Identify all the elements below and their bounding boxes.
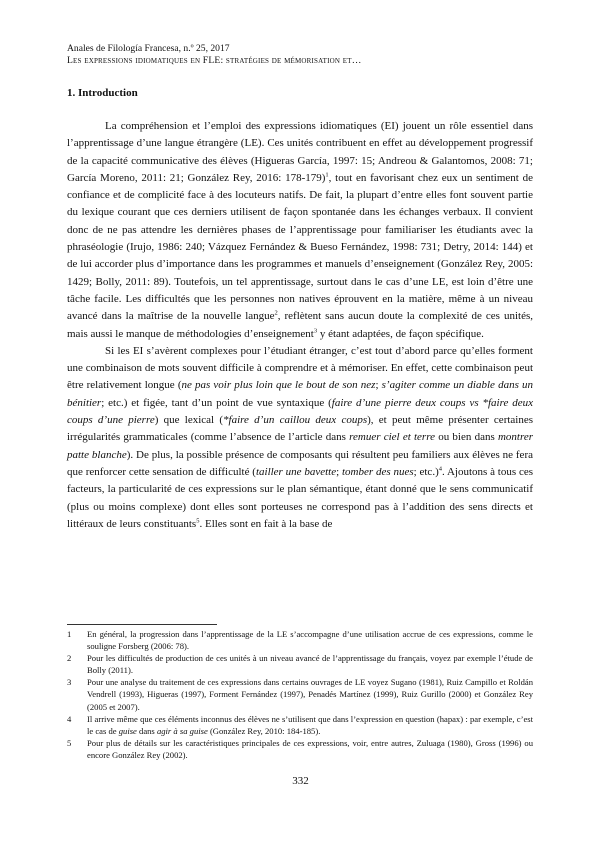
italic-text: tomber des nues xyxy=(342,465,414,478)
text-run: dans xyxy=(136,725,157,736)
footnote-text xyxy=(87,652,533,676)
footnote-reference: 2 xyxy=(274,309,278,317)
footnote xyxy=(67,652,533,676)
text-run: Pour plus de détails sur les caractéristiques principales de ces expressions, voir, entre autres, Zuluaga (1980), Gross (1996) ou encore González Rey (2002). xyxy=(87,737,533,760)
footnote-text xyxy=(87,737,533,761)
paragraph xyxy=(67,343,533,533)
page-number: 332 xyxy=(292,775,309,787)
italic-text: remuer ciel et terre xyxy=(349,431,435,444)
footnote-reference: 5 xyxy=(196,517,200,525)
footnote xyxy=(67,628,533,652)
footnote-text xyxy=(87,628,533,652)
italic-text: guise xyxy=(118,725,137,736)
text-run: La compréhension et l’emploi des expressions idiomatiques (EI) jouent un rôle essentiel dans l’apprentissage d’une langue étrangère (LE). Ces unités contribuent en effet au développement progressif de la capacité communicative des élèves (Higueras García, 1997: 15; Andreou & Galantomos, 2008: 71; García Moreno, 2011: 21; González Rey, 2016: 178-179) xyxy=(67,120,533,184)
footnote-number: 3 xyxy=(67,677,72,688)
paragraph xyxy=(67,118,533,343)
footnote-text xyxy=(87,713,533,737)
italic-text: tailler une bavette xyxy=(255,465,337,478)
footnote-number: 1 xyxy=(67,629,72,639)
footnote xyxy=(67,713,533,737)
footnote-reference: 3 xyxy=(313,326,318,334)
italic-text: *faire d’un caillou deux coups xyxy=(223,414,368,427)
text-run: Pour les difficultés de production de ces unités à un niveau avancé de l’apprentissage du français, voyez par exemple l’étude de Bolly (2011). xyxy=(87,653,533,676)
footnote-number: 2 xyxy=(67,653,72,664)
body-text xyxy=(67,118,533,533)
section-title: 1. Introduction xyxy=(67,87,138,99)
footnote-separator xyxy=(67,624,217,625)
text-run: . Elles sont en fait à la base de xyxy=(199,517,333,530)
text-run: , reflètent sans aucun doute la complexité de ces unités, mais aussi le manque de méthodologies d’enseignement xyxy=(67,310,533,340)
text-run: ; xyxy=(336,465,342,478)
text-run: Il arrive même que ces éléments inconnus des élèves ne s’utilisent que dans l’expression en question (hapax) : par exemple, c’est le cas de xyxy=(87,713,533,736)
text-run: ; etc.) xyxy=(413,465,439,478)
italic-text: agir à sa guise xyxy=(156,725,208,736)
footnote-number: 4 xyxy=(67,713,72,724)
text-run: ) que lexical ( xyxy=(154,414,224,427)
text-run: ; xyxy=(375,379,382,392)
text-run: y étant adaptées, de façon spécifique. xyxy=(317,327,484,340)
text-run: Pour une analyse du traitement de ces expressions dans certains ouvrages de LE voyez Sugano (1981), Ruiz Campillo et Roldán Vendrell (1993), Higueras (1997), Forment Fernández (1997), Penadés Martínez (1999), Ruiz Gurillo (2000) et González Rey (2005 et 2007). xyxy=(87,677,533,712)
journal-citation: Anales de Filología Francesa, n.º 25, 2017 xyxy=(67,43,230,54)
text-run: , tout en favorisant chez eux un sentiment de confiance et de complicité face à des locuteurs natifs. De fait, la plupart d’entre elles font souvent partie du lexique courant que ces derniers utilisent de façon spontanée dans les échanges verbaux. Il convient donc de ne pas attendre les dernières phases de l’apprentissage pour familiariser les étudiants avec la phraséologie (Irujo, 1986: 240; Vázquez Fernández & Bueso Fernández, 1998: 731; Detry, 2014: 144) et de lui accorder plus d’importance dans les programmes et manuels d’enseignement (González Rey, 2005: 1429; Bolly, 2011: 89). Toutefois, un tel apprentissage, surtout dans le cas d’une LE, est loin d’être une tâche facile. Les difficultés que les personnes non natives éprouvent en la matière, même à un niveau avancé dans la maîtrise de la nouvelle langue xyxy=(67,171,533,323)
footnote xyxy=(67,676,533,712)
text-run: ), et peut même présenter certaines irrégularités grammaticales (comme l’absence de l’article dans xyxy=(67,414,534,444)
text-run: (González Rey, 2010: 184-185). xyxy=(207,725,321,736)
italic-text: montrer patte blanche xyxy=(67,431,534,461)
footnote xyxy=(67,737,533,761)
text-run: ; etc.) et figée, tant d’un point de vue syntaxique ( xyxy=(101,396,332,409)
text-run: ou bien dans xyxy=(434,431,498,444)
running-title: Les expressions idiomatiques en FLE: stratégies de mémorisation et… xyxy=(67,55,362,66)
text-run: En général, la progression dans l’apprentissage de la LE s’accompagne d’une utilisation accrue de ces expressions, comme le souligne Forsberg (2006: 78). xyxy=(87,629,533,652)
text-run: Si les EI s’avèrent complexes pour l’étudiant étranger, c’est tout d’abord parce qu’elles forment une combinaison de mots souvent difficile à comprendre et à mémoriser. En effet, cette combinaison peut être relativement longue ( xyxy=(67,344,533,392)
footnote-reference: 1 xyxy=(325,171,329,179)
italic-text: faire d’une pierre deux coups vs *faire deux coups d’une pierre xyxy=(67,396,534,427)
italic-text: s’agiter comme un diable dans un bénitier xyxy=(67,379,533,409)
text-run: ). De plus, la possible présence de composants qui résultent peu familiers aux élèves ne fera que renforcer cette sensation de difficulté ( xyxy=(67,448,533,478)
footnotes xyxy=(67,628,533,761)
text-run: . Ajoutons à tous ces facteurs, la particularité de ces expressions sur le plan sémantique, étant donné que le sens communicatif (plus ou moins complexe) dont elles sont porteuses ne correspond pas à l’addition des sens directs et littéraux de leurs constituants xyxy=(67,465,533,530)
italic-text: ne pas voir plus loin que le bout de son nez xyxy=(181,379,376,392)
footnote-text xyxy=(87,676,533,712)
footnote-number: 5 xyxy=(67,737,72,748)
footnote-reference: 4 xyxy=(438,465,442,473)
running-header xyxy=(67,43,537,67)
